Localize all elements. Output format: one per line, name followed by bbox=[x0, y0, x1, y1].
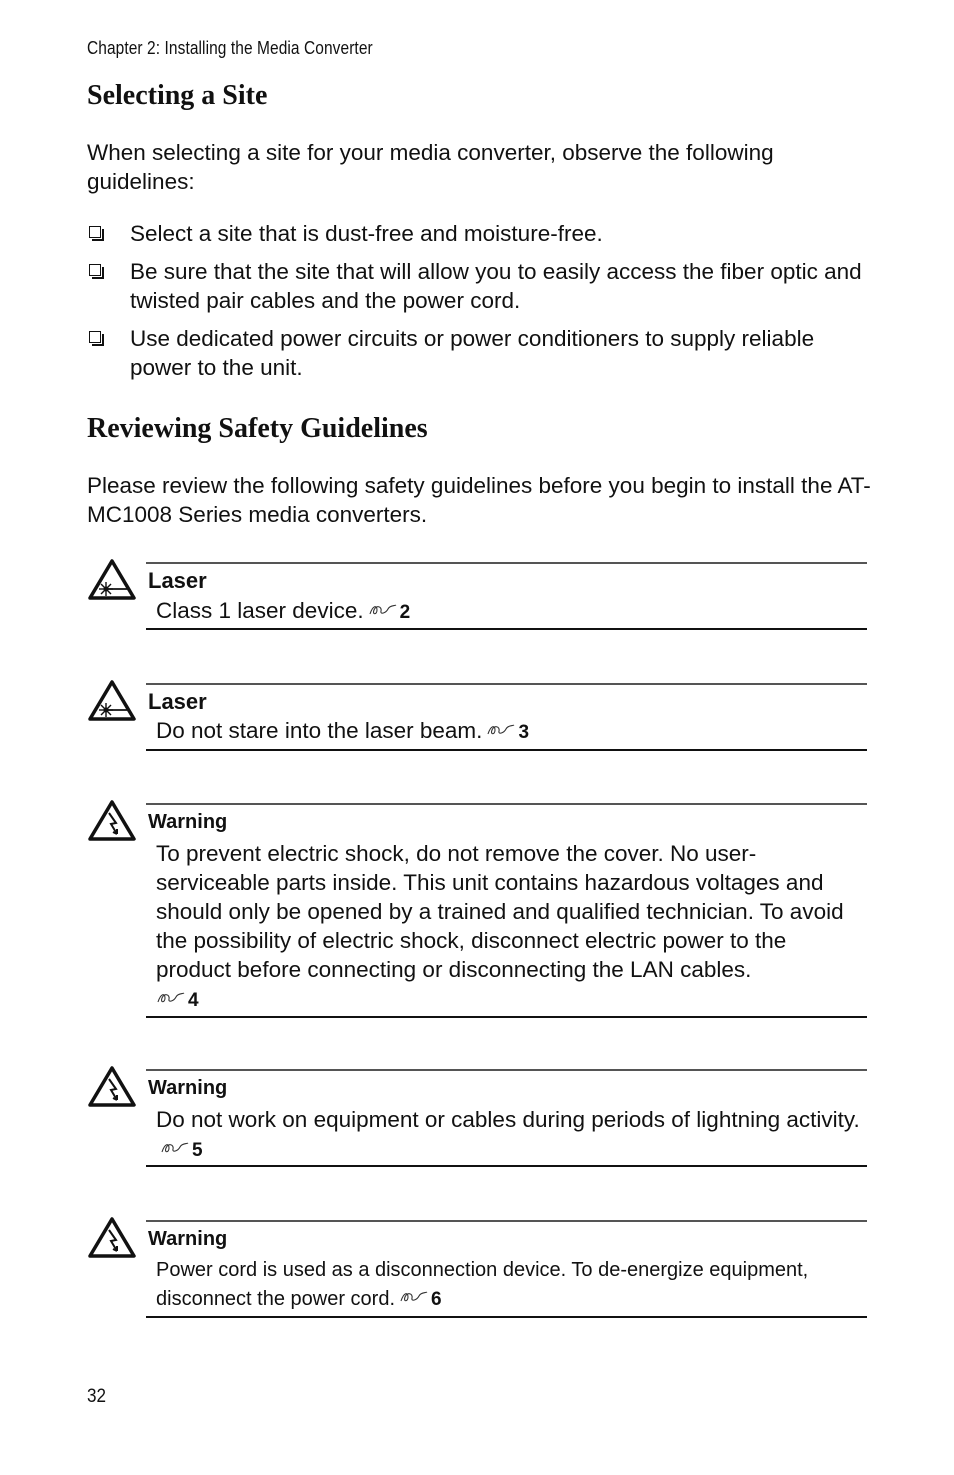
list-item: Select a site that is dust-free and moisture-free. bbox=[87, 219, 877, 248]
laser-notice bbox=[87, 562, 867, 632]
notice-title: Warning bbox=[148, 1077, 228, 1099]
notice-title: Warning bbox=[148, 1228, 228, 1250]
warning-notice bbox=[87, 1220, 867, 1320]
notice-text: To prevent electric shock, do not remove the cover. No user-serviceable parts inside. This unit contains hazardous voltages and should only be opened by a trained and qualified technician. To avoid the possibility of electric shock, disconnect electric power to the product before connecting or disconnecting the LAN cables. 4 bbox=[156, 841, 844, 1011]
translation-reference-icon bbox=[156, 991, 186, 1005]
safety-intro: Please review the following safety guidelines before you begin to install the AT-MC1008 Series media converters. bbox=[87, 473, 871, 527]
selecting-site-intro: When selecting a site for your media converter, observe the following guidelines: bbox=[87, 140, 774, 194]
list-item: Be sure that the site that will allow you to easily access the fiber optic and twisted pair cables and the power cord. bbox=[87, 257, 877, 315]
laser-warning-icon bbox=[87, 558, 137, 602]
electrical-hazard-icon bbox=[87, 1065, 137, 1109]
checkbox-bullet-icon bbox=[89, 226, 101, 238]
section-heading-selecting-site: Selecting a Site bbox=[87, 80, 268, 111]
laser-notice bbox=[87, 683, 867, 753]
checkbox-bullet-icon bbox=[89, 264, 101, 276]
notice-text: Do not work on equipment or cables during periods of lightning activity.5 bbox=[156, 1107, 860, 1161]
checkbox-bullet-icon bbox=[89, 331, 101, 343]
notice-title: Laser bbox=[148, 568, 207, 593]
notice-text: Power cord is used as a disconnection device. To de-energize equipment, disconnect the power cord. 6 bbox=[156, 1259, 809, 1310]
notice-text: Class 1 laser device. 2 bbox=[156, 598, 411, 623]
site-guidelines-list bbox=[87, 219, 877, 391]
warning-notice bbox=[87, 803, 867, 1019]
notice-title: Laser bbox=[148, 689, 207, 714]
translation-reference-icon bbox=[399, 1290, 429, 1304]
notice-text: Do not stare into the laser beam. 3 bbox=[156, 718, 530, 743]
electrical-hazard-icon bbox=[87, 799, 137, 843]
list-item: Use dedicated power circuits or power conditioners to supply reliable power to the unit. bbox=[87, 324, 877, 382]
section-heading-safety: Reviewing Safety Guidelines bbox=[87, 413, 428, 444]
translation-reference-icon bbox=[486, 723, 516, 737]
laser-warning-icon bbox=[87, 679, 137, 723]
page-number: 32 bbox=[87, 1386, 107, 1407]
chapter-header: Chapter 2: Installing the Media Converter bbox=[87, 38, 373, 58]
electrical-hazard-icon bbox=[87, 1216, 137, 1260]
notice-title: Warning bbox=[148, 811, 228, 833]
warning-notice bbox=[87, 1069, 867, 1169]
translation-reference-icon bbox=[160, 1141, 190, 1155]
translation-reference-icon bbox=[368, 603, 398, 617]
